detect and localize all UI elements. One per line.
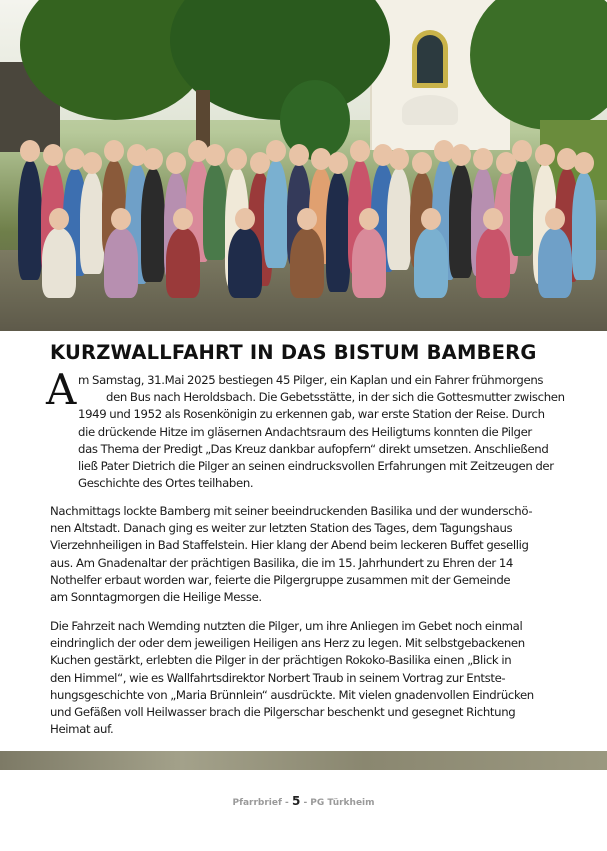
pilgrim-figure bbox=[18, 160, 42, 280]
pilgrim-figure bbox=[290, 228, 324, 298]
pilgrim-head bbox=[143, 148, 163, 170]
drop-cap: A bbox=[46, 365, 77, 414]
pilgrim-head bbox=[545, 208, 565, 230]
pilgrim-head bbox=[473, 148, 493, 170]
pilgrim-head bbox=[266, 140, 286, 162]
pilgrim-figure bbox=[141, 168, 165, 282]
text-line: Nothelfer erbaut worden war, feierte die Pilgergruppe zusammen mit der Gemeinde bbox=[50, 572, 511, 587]
text-line: eindringlich der oder dem jeweiligen Heiligen ans Herz zu legen. Mit selbstgebackenen bbox=[50, 636, 525, 651]
pilgrim-head bbox=[104, 140, 124, 162]
pilgrim-figure bbox=[228, 228, 262, 298]
pilgrim-head bbox=[412, 152, 432, 174]
text-line: hungsgeschichte von „Maria Brünnlein“ ausdrückte. Mit vielen gnadenvollen Eindrücken bbox=[50, 687, 534, 702]
pilgrim-head bbox=[235, 208, 255, 230]
pilgrim-figure bbox=[572, 172, 596, 280]
pilgrim-head bbox=[173, 208, 193, 230]
group-photo bbox=[0, 0, 607, 331]
text-line: nen Altstadt. Danach ging es weiter zur letzten Station des Tages, dem Tagungshaus bbox=[50, 521, 513, 536]
pilgrim-head bbox=[20, 140, 40, 162]
pilgrim-figure bbox=[42, 228, 76, 298]
pilgrim-figure bbox=[538, 228, 572, 298]
text-line: und Gefäßen voll Heilwasser brach die Pilgerschar beschenkt und gesegnet Richtung bbox=[50, 705, 516, 720]
pilgrim-figure bbox=[80, 172, 104, 274]
pilgrim-head bbox=[43, 144, 63, 166]
pilgrim-head bbox=[297, 208, 317, 230]
paragraph-1 bbox=[50, 372, 565, 492]
pilgrim-head bbox=[451, 144, 471, 166]
page-footer bbox=[0, 794, 607, 808]
pilgrim-figure bbox=[166, 228, 200, 298]
pilgrim-figure bbox=[476, 228, 510, 298]
text-line: den Bus nach Heroldsbach. Die Gebetsstätte, in der sich die Gottesmutter zwischen bbox=[106, 390, 565, 405]
article-title: KURZWALLFAHRT IN DAS BISTUM BAMBERG bbox=[50, 341, 537, 364]
pilgrim-head bbox=[49, 208, 69, 230]
pilgrim-head bbox=[227, 148, 247, 170]
pilgrim-head bbox=[359, 208, 379, 230]
decorative-band bbox=[0, 751, 607, 770]
pilgrim-figure bbox=[352, 228, 386, 298]
pilgrim-head bbox=[166, 152, 186, 174]
page-number: 5 bbox=[291, 794, 301, 808]
footer-publication: Pfarrbrief - bbox=[232, 798, 289, 808]
text-line: m Samstag, 31.Mai 2025 bestiegen 45 Pilger, ein Kaplan und ein Fahrer frühmorgens bbox=[78, 373, 544, 387]
pilgrim-head bbox=[350, 140, 370, 162]
pilgrim-head bbox=[82, 152, 102, 174]
text-line: den Himmel“, wie es Wallfahrtsdirektor Norbert Traub in seinem Vortrag zur Entste- bbox=[50, 670, 506, 685]
text-line: Heimat auf. bbox=[50, 722, 114, 737]
pilgrim-figure bbox=[449, 164, 473, 278]
pilgrim-head bbox=[205, 144, 225, 166]
text-line: 1949 und 1952 als Rosenkönigin zu erkennen gab, war erste Station der Reise. Durch bbox=[78, 407, 545, 422]
pilgrim-head bbox=[421, 208, 441, 230]
text-line: aus. Am Gnadenaltar der prächtigen Basilika, die im 15. Jahrhundert zu Ehren der 14 bbox=[50, 555, 514, 570]
text-line: das Thema der Predigt „Das Kreuz dankbar aufopfern“ direkt umsetzen. Anschließend bbox=[78, 441, 549, 456]
pilgrim-figure bbox=[203, 164, 227, 260]
photo-church-window bbox=[412, 30, 448, 88]
text-line: Kuchen gestärkt, erlebten die Pilger in der prächtigen Rokoko-Basilika einen „Blick in bbox=[50, 653, 512, 668]
pilgrim-head bbox=[574, 152, 594, 174]
text-line: die drückende Hitze im gläsernen Andachtsraum des Heiligtums konnten die Pilger bbox=[78, 424, 532, 439]
pilgrim-figure bbox=[104, 228, 138, 298]
pilgrim-figure bbox=[414, 228, 448, 298]
pilgrim-head bbox=[483, 208, 503, 230]
photo-pilgrim-group bbox=[12, 128, 602, 308]
text-line: Geschichte des Ortes teilhaben. bbox=[78, 476, 254, 491]
pilgrim-head bbox=[389, 148, 409, 170]
pilgrim-head bbox=[289, 144, 309, 166]
pilgrim-figure bbox=[510, 160, 534, 256]
pilgrim-head bbox=[328, 152, 348, 174]
text-line: Nachmittags lockte Bamberg mit seiner beeindruckenden Basilika und der wunderschö- bbox=[50, 504, 533, 518]
text-line: am Sonntagmorgen die Heilige Messe. bbox=[50, 590, 262, 605]
pilgrim-figure bbox=[326, 172, 350, 292]
pilgrim-figure bbox=[264, 160, 288, 268]
paragraph-3 bbox=[50, 618, 556, 738]
text-line: Die Fahrzeit nach Wemding nutzten die Pilger, um ihre Anliegen im Gebet noch einmal bbox=[50, 619, 523, 633]
pilgrim-figure bbox=[387, 168, 411, 270]
text-line: ließ Pater Dietrich die Pilger an seinen eindrucksvollen Erfahrungen mit Zeitzeugen der bbox=[78, 459, 554, 474]
pilgrim-head bbox=[512, 140, 532, 162]
pilgrim-head bbox=[111, 208, 131, 230]
footer-parish: - PG Türkheim bbox=[303, 798, 375, 808]
paragraph-2 bbox=[50, 503, 556, 606]
photo-statue bbox=[402, 95, 458, 125]
pilgrim-head bbox=[535, 144, 555, 166]
text-line: Vierzehnheiligen in Bad Staffelstein. Hier klang der Abend beim leckeren Buffet gesellig bbox=[50, 538, 529, 553]
